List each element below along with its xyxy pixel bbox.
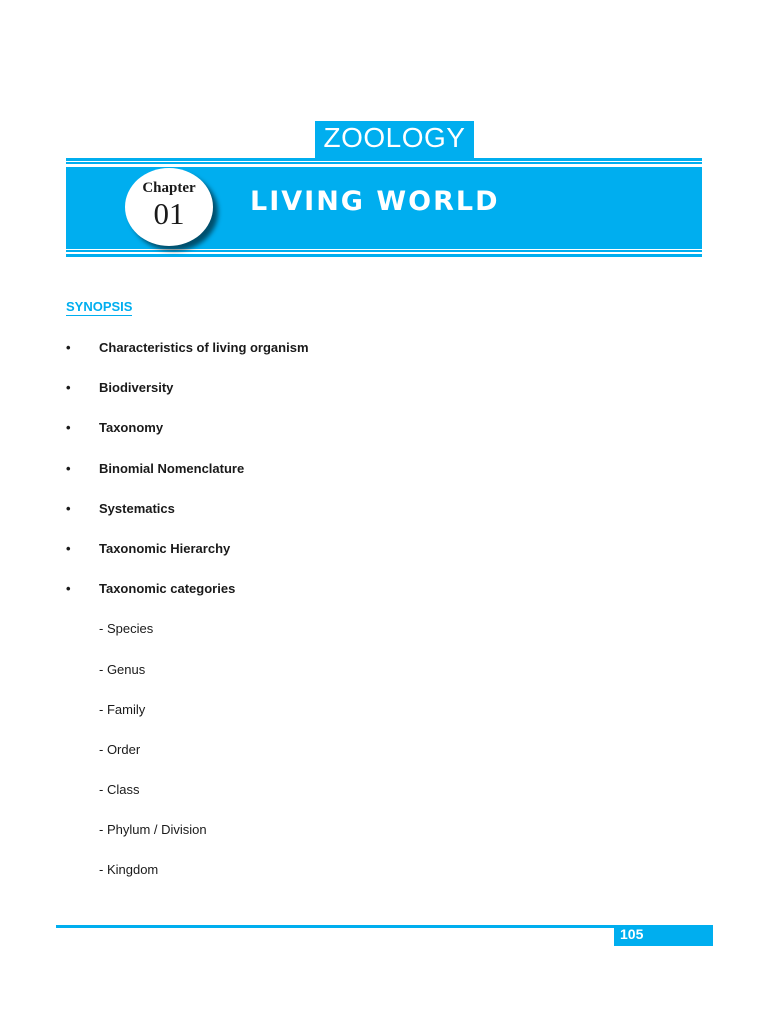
- bullet: •: [66, 540, 71, 556]
- bullet: •: [66, 581, 71, 597]
- topic-text: Taxonomic categories: [99, 581, 236, 597]
- category-text: - Species: [99, 621, 154, 637]
- bullet: •: [66, 340, 71, 355]
- topic-text: Taxonomy: [99, 420, 164, 436]
- chapter-number: 01: [153, 196, 185, 231]
- synopsis-heading: SYNOPSIS: [66, 299, 133, 314]
- header-rule-top: [66, 158, 702, 161]
- category-text: - Kingdom: [99, 862, 159, 878]
- chapter-badge: [125, 168, 213, 246]
- header-rule-bottom-thin: [66, 250, 702, 252]
- topic-text: Systematics: [99, 500, 175, 516]
- bullet: •: [66, 380, 71, 396]
- category-text: - Phylum / Division: [99, 822, 207, 838]
- bullet: •: [66, 460, 71, 476]
- page-number: 105: [614, 925, 713, 946]
- category-text: - Genus: [99, 661, 146, 677]
- bullet: •: [66, 500, 71, 516]
- category-text: - Class: [99, 782, 140, 798]
- category-text: - Family: [99, 701, 146, 717]
- header-rule-top-thin: [66, 162, 702, 164]
- category-text: - Order: [99, 741, 141, 757]
- header-rule-bottom: [66, 254, 702, 257]
- chapter-title: LIVING WORLD: [250, 186, 500, 217]
- subject-title: ZOOLOGY: [315, 121, 474, 159]
- topic-text: Biodiversity: [99, 380, 174, 396]
- topic-text: Taxonomic Hierarchy: [99, 540, 231, 556]
- topic-text: Characteristics of living organism: [99, 340, 309, 355]
- topic-text: Binomial Nomenclature: [99, 460, 245, 476]
- bullet: •: [66, 420, 71, 436]
- chapter-label: Chapter: [142, 180, 196, 196]
